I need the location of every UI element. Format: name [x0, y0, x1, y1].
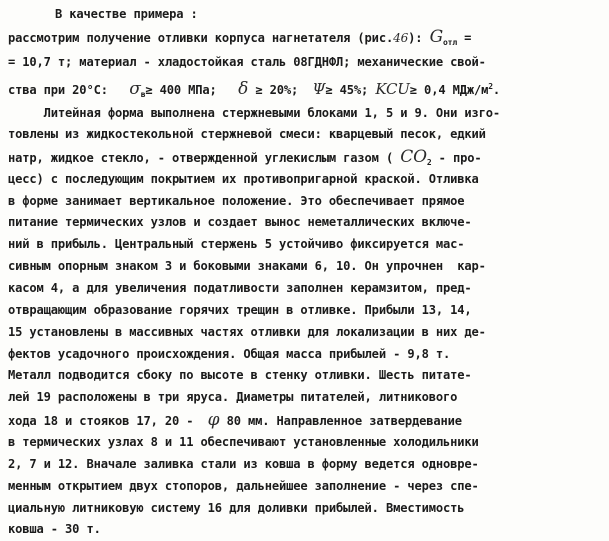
text-line — [8, 29, 471, 51]
subscript: 2 — [426, 158, 432, 167]
text-line — [8, 434, 479, 450]
text-line — [8, 346, 450, 362]
text-run: лей 19 расположены в три яруса. Диаметры питателей, литникового — [8, 390, 458, 404]
handwritten-symbol: G — [429, 27, 444, 47]
text-run: ковша - 30 т. — [8, 522, 101, 536]
text-line — [8, 193, 464, 209]
text-line — [8, 236, 464, 252]
subscript: отл — [443, 38, 458, 47]
text-run: менным открытием двух стопоров, дальнейшее заполнение - через спе- — [8, 479, 479, 493]
text-line — [8, 367, 472, 383]
text-run: ): — [408, 31, 430, 45]
text-run: рассмотрим получение отливки корпуса нагнетателя (рис. — [8, 31, 394, 45]
text-run: ≥ 0,4 МДж/м — [409, 83, 489, 97]
handwritten-symbol: φ — [207, 410, 220, 430]
text-run: в термических узлах 8 и 11 обеспечивают установленные холодильники — [8, 435, 479, 449]
text-run: цесс) с последующим покрытием их противопригарной краской. Отливка — [8, 172, 479, 186]
text-line — [8, 280, 472, 296]
text-run: Металл подводится сбоку по высоте в стенку отливки. Шесть питате- — [8, 368, 472, 382]
text-run: фектов усадочного происхождения. Общая масса прибылей - 9,8 т. — [8, 347, 451, 361]
text-run: ≥ 20%; — [248, 83, 313, 97]
superscript: 2 — [488, 82, 493, 91]
text-run: ≥ 45%; — [325, 83, 376, 97]
handwritten-symbol: CO — [400, 147, 427, 167]
text-line — [8, 389, 457, 405]
text-run: ≥ 400 МПа; — [145, 83, 239, 97]
text-line — [8, 258, 486, 274]
subscript: в — [140, 90, 146, 99]
text-line — [8, 149, 481, 171]
handwritten-symbol: Ψ — [312, 80, 326, 98]
text-line — [8, 302, 472, 318]
text-line — [8, 412, 462, 429]
text-line — [8, 54, 486, 70]
text-run: = 10,7 т; материал - хладостойкая сталь 08ГДНФЛ; механические свой- — [8, 55, 486, 69]
text-run: 80 мм. Направленное затвердевание — [219, 414, 462, 428]
text-run: циальную литниковую систему 16 для доливки прибылей. Вместимость — [8, 501, 465, 515]
text-run: питание термических узлов и создает вынос неметаллических включе- — [8, 215, 472, 229]
text-run: в форме занимает вертикальное положение. Это обеспечивает прямое — [8, 194, 465, 208]
handwritten-symbol: 46 — [393, 31, 409, 45]
text-run: 15 установлены в массивных частях отливки для локализации в них де- — [8, 325, 486, 339]
text-run: касом 4, а для увеличения податливости заполнен керамзитом, пред- — [8, 281, 472, 295]
handwritten-symbol: σ — [129, 79, 141, 99]
text-line — [55, 6, 198, 22]
text-run: ства при 20°C: — [8, 83, 130, 97]
text-run: . — [492, 83, 501, 97]
text-line — [8, 214, 472, 230]
text-line — [8, 456, 479, 472]
text-run: отвращающим образование горячих трещин в отливке. Прибыли 13, 14, — [8, 303, 472, 317]
text-run: хода 18 и стояков 17, 20 - — [8, 414, 208, 428]
text-line — [8, 521, 101, 537]
text-run: = — [457, 31, 472, 45]
text-line — [8, 79, 500, 103]
text-line — [8, 478, 479, 494]
text-line — [8, 500, 464, 516]
text-line — [8, 171, 479, 187]
text-line — [8, 126, 486, 142]
handwritten-symbol: KCU — [375, 80, 410, 98]
text-run: натр, жидкое стекло, - отвержденной углекислым газом ( — [8, 151, 401, 165]
text-run: - про- — [431, 151, 482, 165]
text-line — [8, 105, 500, 121]
text-run: Литейная форма выполнена стержневыми блоками 1, 5 и 9. Они изго- — [8, 106, 501, 120]
handwritten-symbol: δ — [238, 79, 249, 99]
text-run: 2, 7 и 12. Вначале заливка стали из ковша в форму ведется одновре- — [8, 457, 479, 471]
text-run: сивным опорным знаком 3 и боковыми знаками 6, 10. Он упрочнен кар- — [8, 259, 486, 273]
text-run: ний в прибыль. Центральный стержень 5 устойчиво фиксируется мас- — [8, 237, 465, 251]
text-line — [8, 324, 486, 340]
text-run: В качестве примера : — [55, 7, 198, 21]
text-run: товлены из жидкостекольной стержневой смеси: кварцевый песок, едкий — [8, 127, 486, 141]
